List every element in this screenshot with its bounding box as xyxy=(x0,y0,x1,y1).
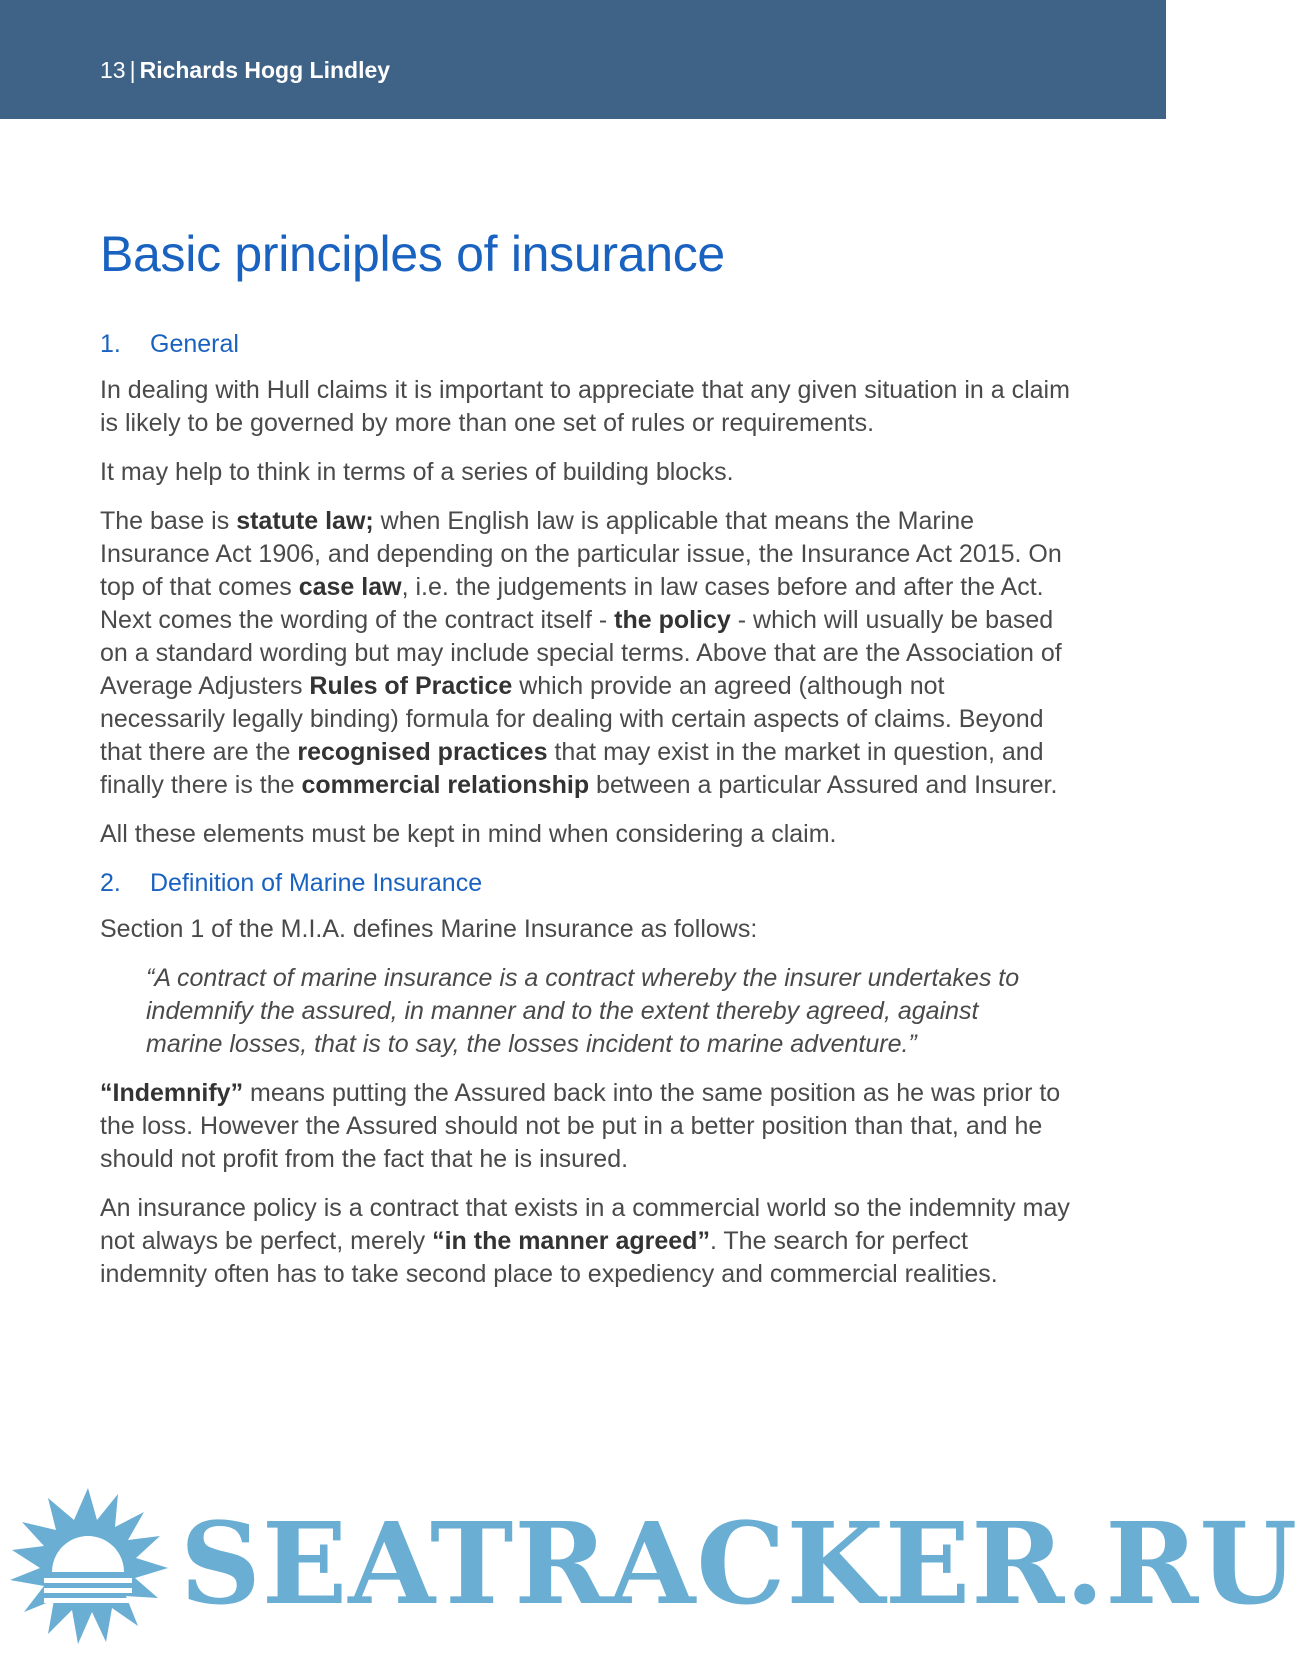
page-title: Basic principles of insurance xyxy=(100,226,725,282)
watermark-text: SEATRACKER.RU xyxy=(180,1499,1298,1630)
page-content xyxy=(100,224,1070,1307)
text-run: In dealing with Hull claims it is important to appreciate that any given situation in a claim is likely to be governed by more than one set of rules or requirements. xyxy=(100,376,1070,437)
bold-term-rules-of-practice: Rules of Practice xyxy=(309,672,513,700)
bold-term-manner-agreed: “in the manner agreed” xyxy=(432,1227,710,1255)
text-run: All these elements must be kept in mind when considering a claim. xyxy=(100,820,837,848)
text-run: , i.e. the judgements in law cases before and after the Act. Next comes the wording of the contract itself - xyxy=(100,573,1044,634)
text-run: The base is xyxy=(100,507,237,535)
text-run: means putting the Assured back into the same position as he was prior to the loss. However the Assured should not be put in a better position than that, and he should not profit from the fact that he is insured. xyxy=(100,1079,1061,1173)
bold-term-case-law: case law xyxy=(298,573,402,601)
text-run: which provide an agreed (although not necessarily legally binding) formula for dealing with certain aspects of claims. Beyond that there are the xyxy=(100,672,1044,766)
bold-term-recognised-practices: recognised practices xyxy=(297,738,548,766)
section-heading-definition xyxy=(100,867,1070,899)
bold-term-commercial-relationship: commercial relationship xyxy=(301,771,590,799)
section-title: General xyxy=(150,330,239,358)
bold-term-indemnify: “Indemnify” xyxy=(100,1079,244,1107)
text-run: . The search for perfect indemnity often has to take second place to expediency and commercial realities. xyxy=(100,1227,998,1288)
bold-term-statute-law: statute law; xyxy=(236,507,374,535)
text-run: between a particular Assured and Insurer. xyxy=(589,771,1058,799)
section-number: 1. xyxy=(100,330,121,358)
section-heading-general xyxy=(100,328,1070,360)
header-separator: | xyxy=(129,57,136,83)
paragraph-all-elements xyxy=(100,818,1070,851)
text-run: when English law is applicable that means the Marine Insurance Act 1906, and depending on the particular issue, the Insurance Act 2015. On top of that comes xyxy=(100,507,1062,601)
brand-name: Richards Hogg Lindley xyxy=(139,57,391,83)
paragraph-indemnify xyxy=(100,1077,1070,1176)
text-run: - which will usually be based on a standard wording but may include special terms. Above that are the Association of Average Adjusters xyxy=(100,606,1062,700)
paragraph-insurance-policy xyxy=(100,1192,1070,1291)
paragraph-building-blocks xyxy=(100,456,1070,489)
bold-term-the-policy: the policy xyxy=(614,606,731,634)
sun-icon xyxy=(10,1488,168,1644)
running-header xyxy=(100,54,390,86)
text-run: It may help to think in terms of a series of building blocks. xyxy=(100,458,734,486)
text-run: An insurance policy is a contract that exists in a commercial world so the indemnity may not always be perfect, merely xyxy=(100,1194,1070,1255)
paragraph-hull-claims xyxy=(100,374,1070,440)
section-title: Definition of Marine Insurance xyxy=(150,869,483,897)
section-number: 2. xyxy=(100,869,121,897)
page-number: 13 xyxy=(100,57,126,83)
paragraph-statute-law xyxy=(100,505,1070,802)
paragraph-section-intro xyxy=(100,913,1070,946)
quote-mia-definition: “A contract of marine insurance is a contract whereby the insurer undertakes to indemnify the assured, in manner and to the extent thereby agreed, against marine losses, that is to say, the losses incident to marine adventure.” xyxy=(146,964,1020,1058)
text-run: Section 1 of the M.I.A. defines Marine Insurance as follows: xyxy=(100,915,758,943)
text-run: that may exist in the market in question, and finally there is the xyxy=(100,738,1044,799)
